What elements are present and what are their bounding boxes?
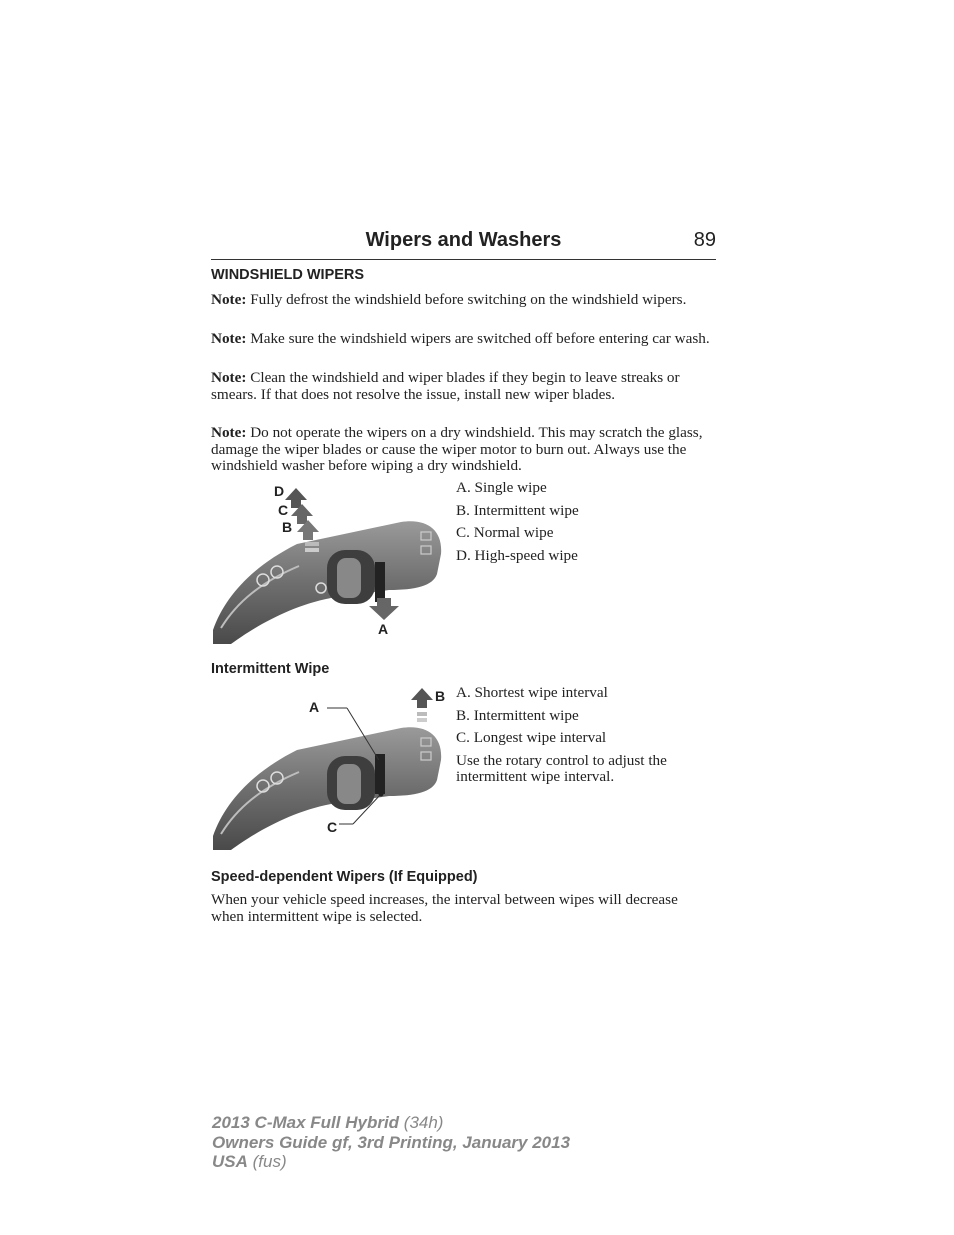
legend-item: B. Intermittent wipe (456, 501, 579, 519)
note-label: Note: (211, 424, 247, 441)
note-label: Note: (211, 330, 247, 347)
section-title: WINDSHIELD WIPERS (211, 267, 365, 283)
chapter-title: Wipers and Washers (365, 229, 562, 251)
label-a: A (378, 621, 389, 637)
footer-line-1 (212, 1113, 570, 1133)
arrow-down-icon (369, 598, 399, 620)
label-b: B (435, 688, 446, 704)
note-4 (211, 425, 719, 475)
subsection-title: Intermittent Wipe (211, 661, 330, 677)
subsection-title: Speed-dependent Wipers (If Equipped) (211, 869, 478, 885)
label-a: A (309, 699, 320, 715)
note-text: Clean the windshield and wiper blades if they begin to leave streaks or smears. If that does not resolve the issue, install new wiper blades. (211, 369, 680, 403)
footer-line-2: Owners Guide gf, 3rd Printing, January 2013 (212, 1132, 571, 1152)
legend-item: D. High-speed wipe (456, 546, 578, 564)
note-label: Note: (211, 291, 247, 308)
intermittent-description: Use the rotary control to adjust the intermittent wipe interval. (456, 751, 667, 786)
footer-model: 2013 C-Max Full Hybrid (212, 1113, 400, 1132)
page-header (211, 229, 716, 260)
intermittent-legend (456, 685, 718, 786)
footer-line-3 (212, 1152, 570, 1172)
page-footer (212, 1113, 570, 1172)
label-c: C (327, 819, 338, 835)
note-2 (211, 331, 719, 348)
note-text: Make sure the windshield wipers are switched off before entering car wash. (250, 330, 710, 347)
label-c: C (278, 502, 289, 518)
legend-item: B. Intermittent wipe (456, 706, 579, 724)
arrow-up-icon (411, 688, 433, 708)
arrow-up-icon (285, 488, 307, 508)
note-text: Fully defrost the windshield before switching on the windshield wipers. (250, 291, 687, 308)
speed-dependent-text: When your vehicle speed increases, the interval between wipes will decrease when intermittent wipe is selected. (211, 891, 678, 925)
footer-region-code: (fus) (247, 1152, 287, 1171)
legend-item: C. Normal wipe (456, 524, 554, 542)
note-1 (211, 292, 719, 309)
note-label: Note: (211, 369, 247, 386)
note-text: Do not operate the wipers on a dry windshield. This may scratch the glass, damage the wiper blades or cause the wiper motor to burn out. Always use the windshield washer before wiping a dry windshield. (211, 424, 703, 475)
figure1-legend (456, 480, 726, 564)
label-d: D (274, 483, 285, 499)
page-number: 89 (693, 229, 716, 251)
note-3 (211, 370, 719, 403)
legend-item: A. Shortest wipe interval (456, 684, 608, 701)
wiper-stalk-positions-figure (211, 478, 451, 650)
intermittent-wipe-figure (211, 684, 451, 856)
footer-region: USA (212, 1152, 248, 1171)
legend-item: C. Longest wipe interval (456, 729, 607, 747)
legend-item: A. Single wipe (456, 479, 547, 496)
footer-code: (34h) (399, 1113, 444, 1132)
label-b: B (282, 519, 293, 535)
